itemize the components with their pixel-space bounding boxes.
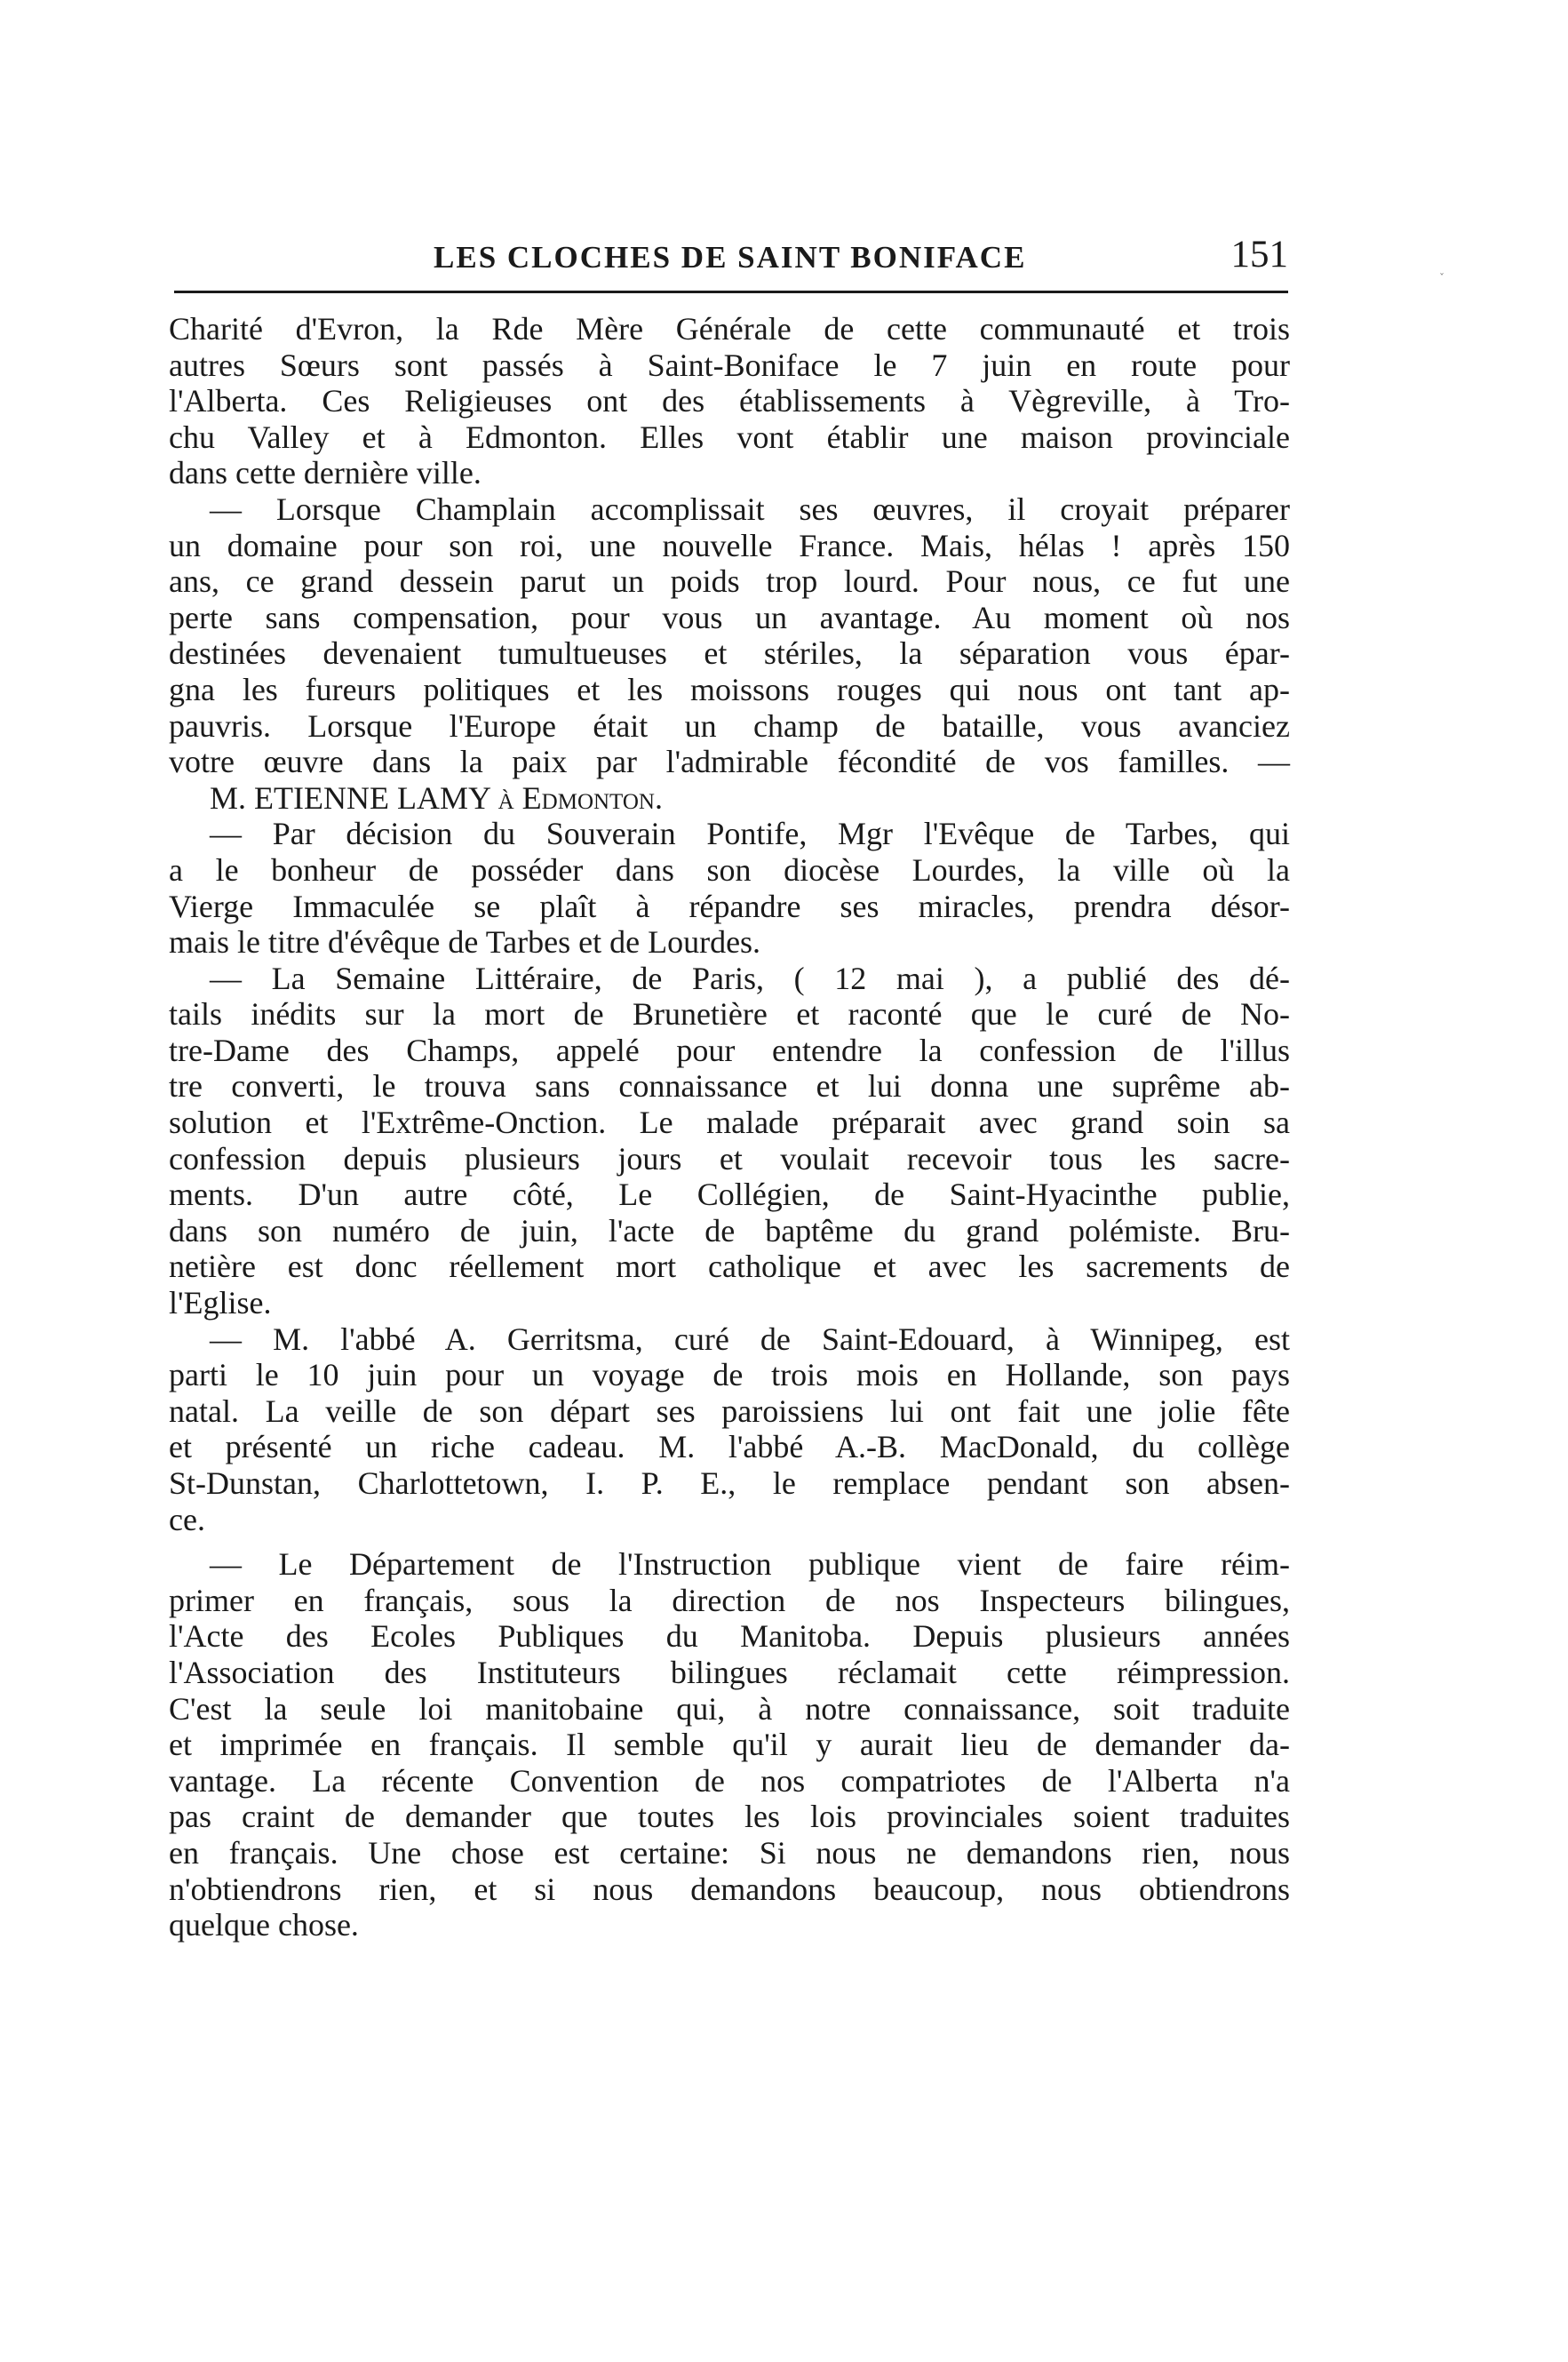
text-line: ments. D'un autre côté, Le Collégien, de Saint-Hyacinthe publie, [169, 1177, 1290, 1213]
text-line: l'Acte des Ecoles Publiques du Manitoba. Depuis plusieurs années [169, 1618, 1290, 1655]
text-line: confession depuis plusieurs jours et voulait recevoir tous les sacre- [169, 1140, 1290, 1177]
text-line: n'obtiendrons rien, et si nous demandons beaucoup, nous obtiendrons [169, 1871, 1290, 1907]
text-line: gna les fureurs politiques et les moissons rouges qui nous ont tant ap- [169, 671, 1290, 707]
text-line: — La Semaine Littéraire, de Paris, ( 12 mai ), a publié des dé- [210, 960, 1290, 996]
text-line: destinées devenaient tumultueuses et stériles, la séparation vous épar- [169, 635, 1290, 672]
running-title: LES CLOCHES DE SAINT BONIFACE [434, 240, 1027, 275]
text-line: netière est donc réellement mort catholique et avec les sacrements de [169, 1249, 1290, 1285]
text-line: — Lorsque Champlain accomplissait ses œuvres, il croyait préparer [210, 491, 1290, 527]
text-line: un domaine pour son roi, une nouvelle France. Mais, hélas ! après 150 [169, 527, 1290, 563]
text-line: tre-Dame des Champs, appelé pour entendre la confession de l'illus [169, 1032, 1290, 1068]
text-line: natal. La veille de son départ ses paroissiens lui ont fait une jolie fête [169, 1392, 1290, 1429]
text-line: ans, ce grand dessein parut un poids trop lourd. Pour nous, ce fut une [169, 563, 1290, 600]
text-line: a le bonheur de posséder dans son diocèse Lourdes, la ville où la [169, 851, 1290, 888]
text-line: perte sans compensation, pour vous un avantage. Au moment où nos [169, 599, 1290, 635]
header-rule [174, 291, 1288, 293]
text-line: l'Alberta. Ces Religieuses ont des établissements à Vègreville, à Tro- [169, 383, 1290, 419]
text-line: Charité d'Evron, la Rde Mère Générale de cette communauté et trois [169, 311, 1290, 347]
text-line: pauvris. Lorsque l'Europe était un champ de bataille, vous avanciez [169, 707, 1290, 744]
text-line: vantage. La récente Convention de nos compatriotes de l'Alberta n'a [169, 1762, 1290, 1799]
text-line: tre converti, le trouva sans connaissance et lui donna une suprême ab- [169, 1068, 1290, 1105]
text-line-attribution: M. ETIENNE LAMY à Edmonton. [210, 779, 663, 816]
text-line: autres Sœurs sont passés à Saint-Boniface le 7 juin en route pour [169, 347, 1290, 383]
text-line: et imprimée en français. Il semble qu'il y aurait lieu de demander da- [169, 1727, 1290, 1763]
text-line: primer en français, sous la direction de nos Inspecteurs bilingues, [169, 1582, 1290, 1618]
text-line: l'Eglise. [169, 1285, 272, 1321]
text-line: mais le titre d'évêque de Tarbes et de Lourdes. [169, 924, 761, 961]
text-line: pas craint de demander que toutes les lois provinciales soient traduites [169, 1799, 1290, 1835]
text-line: St-Dunstan, Charlottetown, I. P. E., le remplace pendant son absen- [169, 1465, 1290, 1501]
stray-mark: ˇ [1439, 272, 1445, 284]
text-line: tails inédits sur la mort de Brunetière et raconté que le curé de No- [169, 996, 1290, 1033]
text-line: dans cette dernière ville. [169, 455, 482, 491]
body-text [169, 311, 1290, 1943]
text-line: — M. l'abbé A. Gerritsma, curé de Saint-Edouard, à Winnipeg, est [210, 1321, 1290, 1357]
text-line: quelque chose. [169, 1907, 359, 1943]
text-line: C'est la seule loi manitobaine qui, à notre connaissance, soit traduite [169, 1690, 1290, 1727]
text-line: ce. [169, 1501, 205, 1537]
text-line: et présenté un riche cadeau. M. l'abbé A.-B. MacDonald, du collège [169, 1429, 1290, 1465]
text-line: Vierge Immaculée se plaît à répandre ses miracles, prendra désor- [169, 888, 1290, 924]
text-line: votre œuvre dans la paix par l'admirable fécondité de vos familles. — [169, 744, 1290, 780]
text-line: en français. Une chose est certaine: Si nous ne demandons rien, nous [169, 1834, 1290, 1871]
text-line: dans son numéro de juin, l'acte de baptême du grand polémiste. Bru- [169, 1212, 1290, 1249]
text-line: — Par décision du Souverain Pontife, Mgr l'Evêque de Tarbes, qui [210, 816, 1290, 852]
text-line: l'Association des Instituteurs bilingues réclamait cette réimpression. [169, 1654, 1290, 1690]
running-head [169, 229, 1288, 283]
text-line: solution et l'Extrême-Onction. Le malade préparait avec grand soin sa [169, 1105, 1290, 1141]
text-line: — Le Département de l'Instruction publique vient de faire réim- [210, 1546, 1290, 1583]
page-number: 151 [1230, 234, 1288, 275]
text-line: chu Valley et à Edmonton. Elles vont établir une maison provinciale [169, 419, 1290, 455]
text-line: parti le 10 juin pour un voyage de trois mois en Hollande, son pays [169, 1357, 1290, 1393]
